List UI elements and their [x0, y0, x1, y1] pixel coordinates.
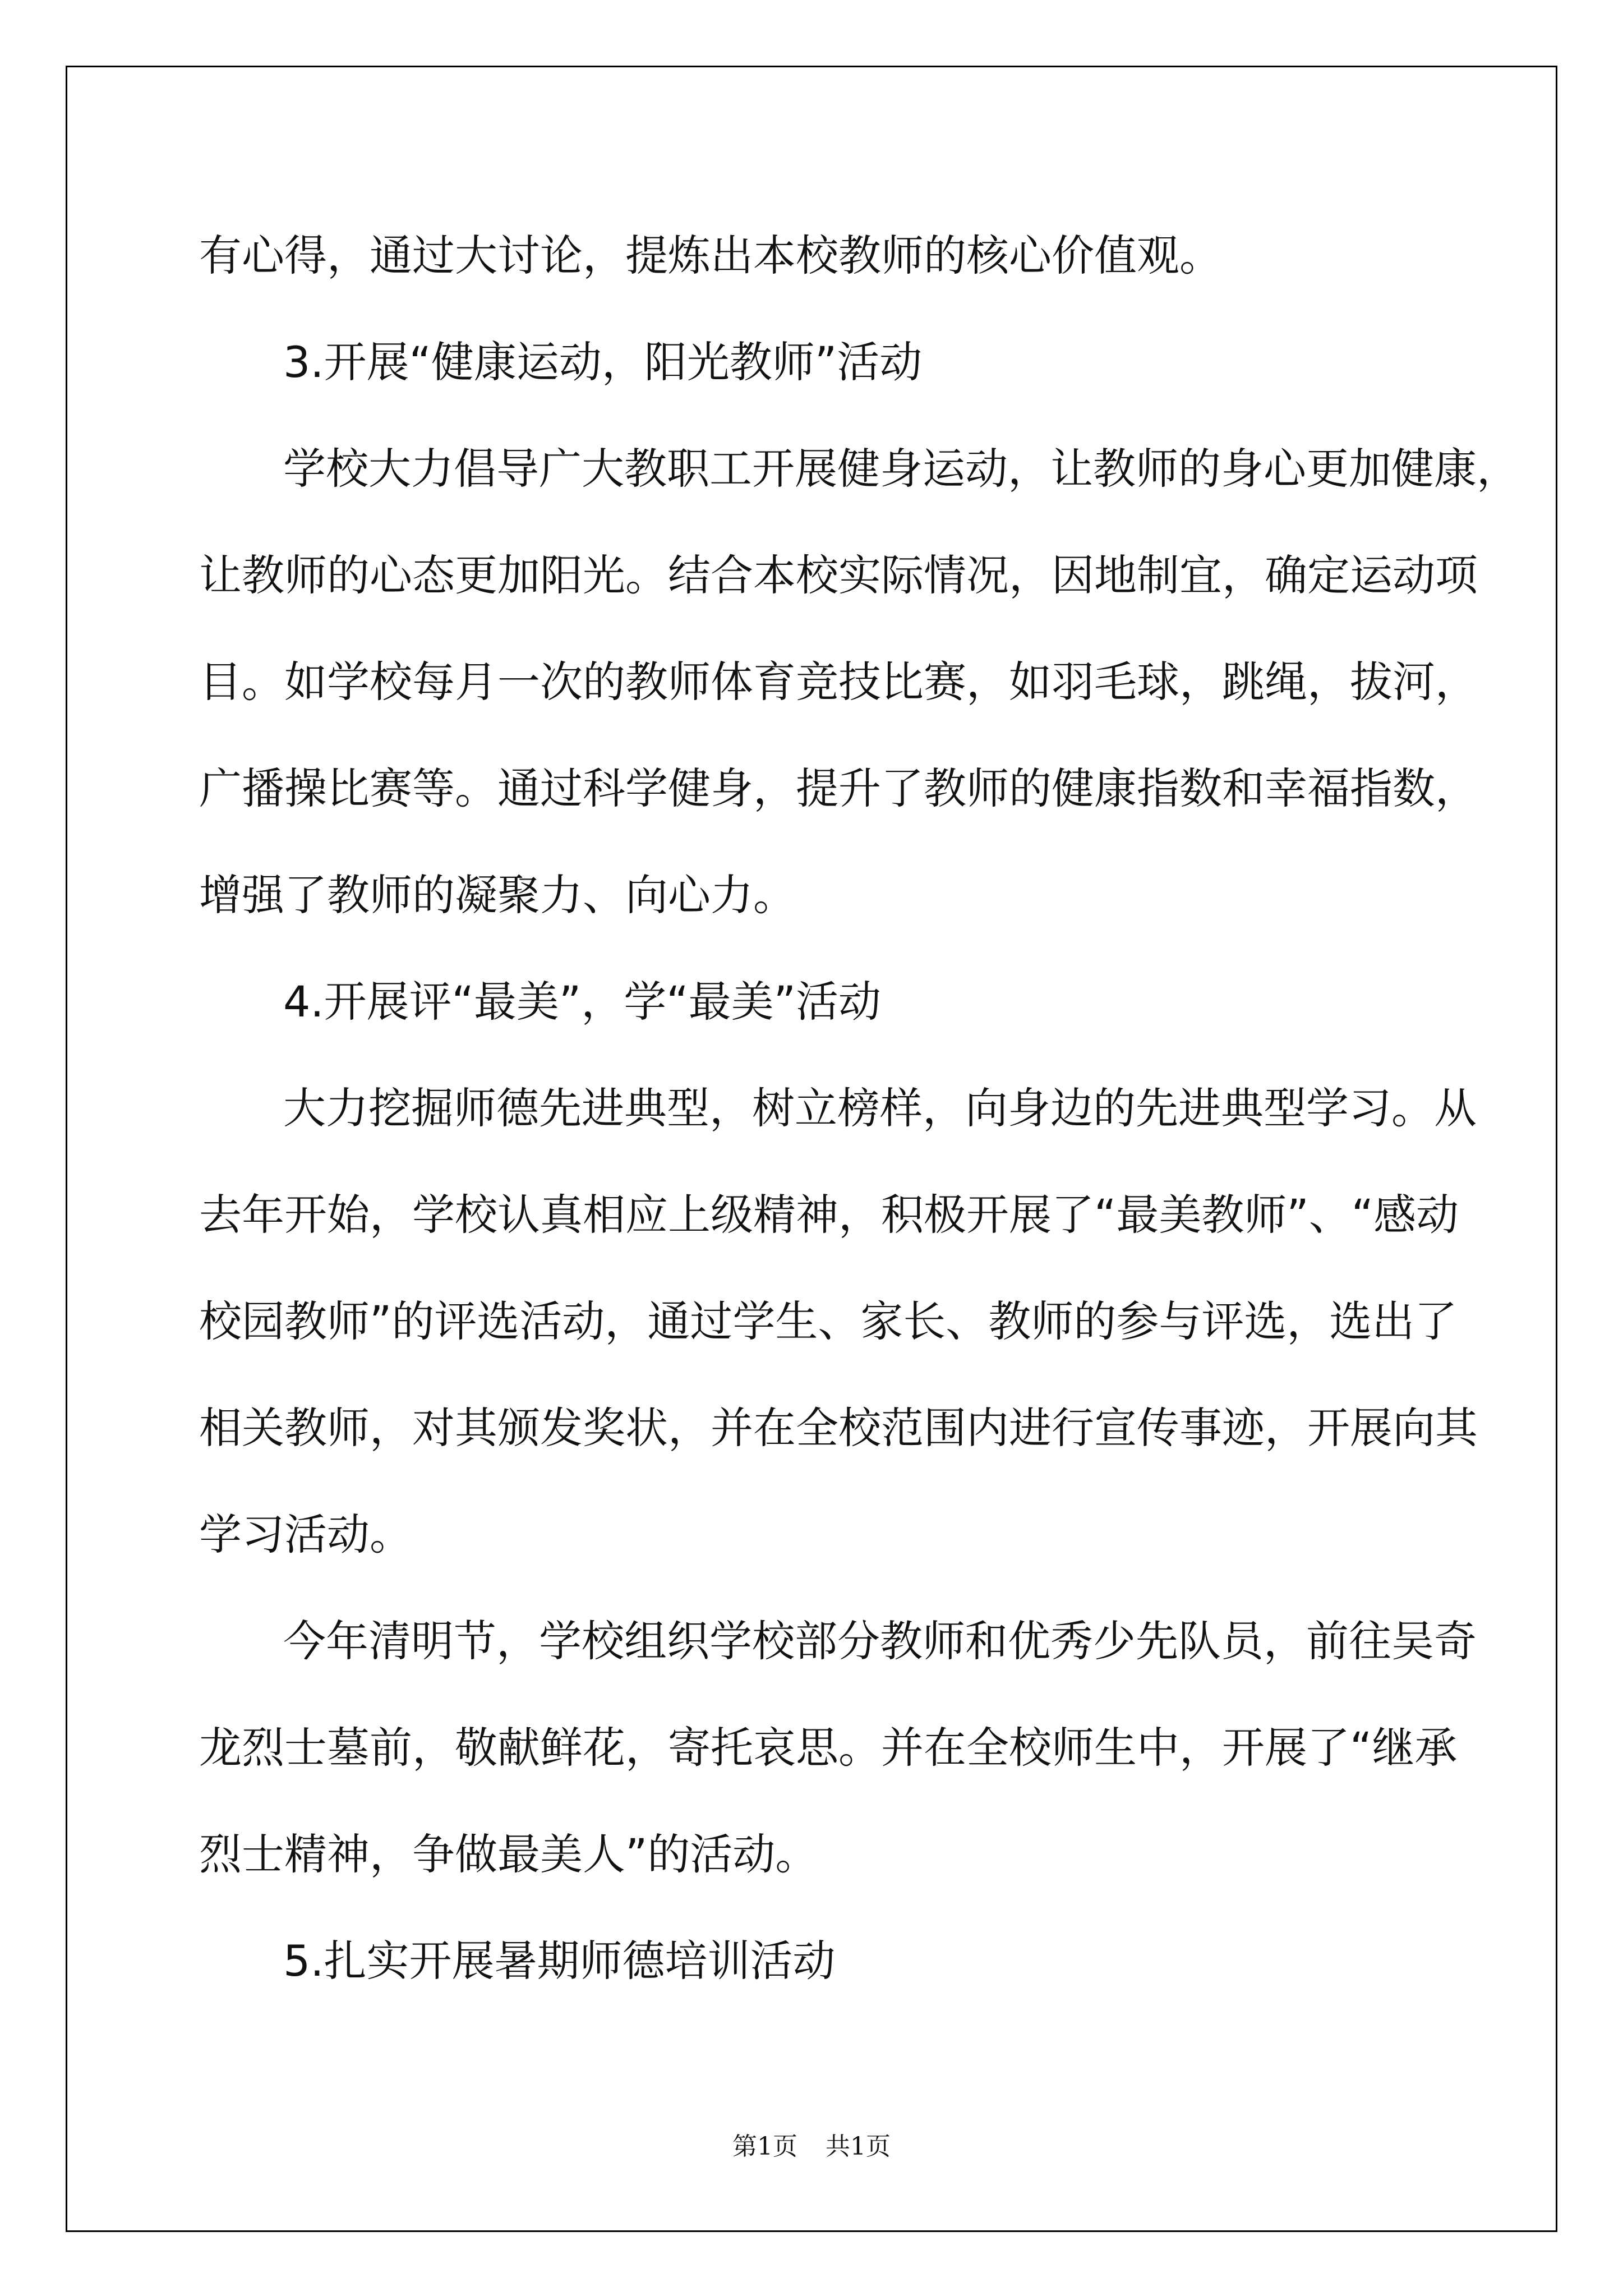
text-line: 学校大力倡导广大教职工开展健身运动，让教师的身心更加健康， [283, 444, 1519, 494]
text-line: 校园教师”的评选活动，通过学生、家长、教师的参与评选，选出了 [199, 1296, 1458, 1346]
text-line: 去年开始，学校认真相应上级精神，积极开展了“最美教师”、“感动 [199, 1190, 1459, 1240]
text-line: 广播操比赛等。通过科学健身，提升了教师的健康指数和幸福指数， [199, 763, 1478, 813]
text-line: 学习活动。 [199, 1510, 412, 1559]
section-heading: 5.扎实开展暑期师德培训活动 [283, 1936, 836, 1986]
page-number-total: 共1页 [826, 2132, 891, 2161]
text-line: 龙烈士墓前，敬献鲜花，寄托哀思。并在全校师生中，开展了“继承 [199, 1723, 1458, 1773]
text-line: 目。如学校每月一次的教师体育竞技比赛，如羽毛球，跳绳，拔河， [199, 657, 1478, 707]
page-number-current: 第1页 [732, 2132, 797, 2161]
text-line: 烈士精神，争做最美人”的活动。 [199, 1829, 818, 1879]
text-line: 增强了教师的凝聚力、向心力。 [199, 870, 796, 920]
page-footer [0, 2126, 1623, 2162]
section-heading: 4.开展评“最美”，学“最美”活动 [283, 977, 882, 1027]
text-line: 大力挖掘师德先进典型，树立榜样，向身边的先进典型学习。从 [283, 1083, 1477, 1133]
text-line: 让教师的心态更加阳光。结合本校实际情况，因地制宜，确定运动项 [199, 550, 1478, 600]
page-frame [66, 66, 1557, 2232]
text-line: 相关教师，对其颁发奖状，并在全校范围内进行宣传事迹，开展向其 [199, 1403, 1478, 1453]
text-line: 有心得，通过大讨论，提炼出本校教师的核心价值观。 [199, 231, 1222, 280]
text-line: 今年清明节，学校组织学校部分教师和优秀少先队员，前往吴奇 [283, 1616, 1477, 1666]
section-heading: 3.开展“健康运动，阳光教师”活动 [283, 337, 923, 387]
